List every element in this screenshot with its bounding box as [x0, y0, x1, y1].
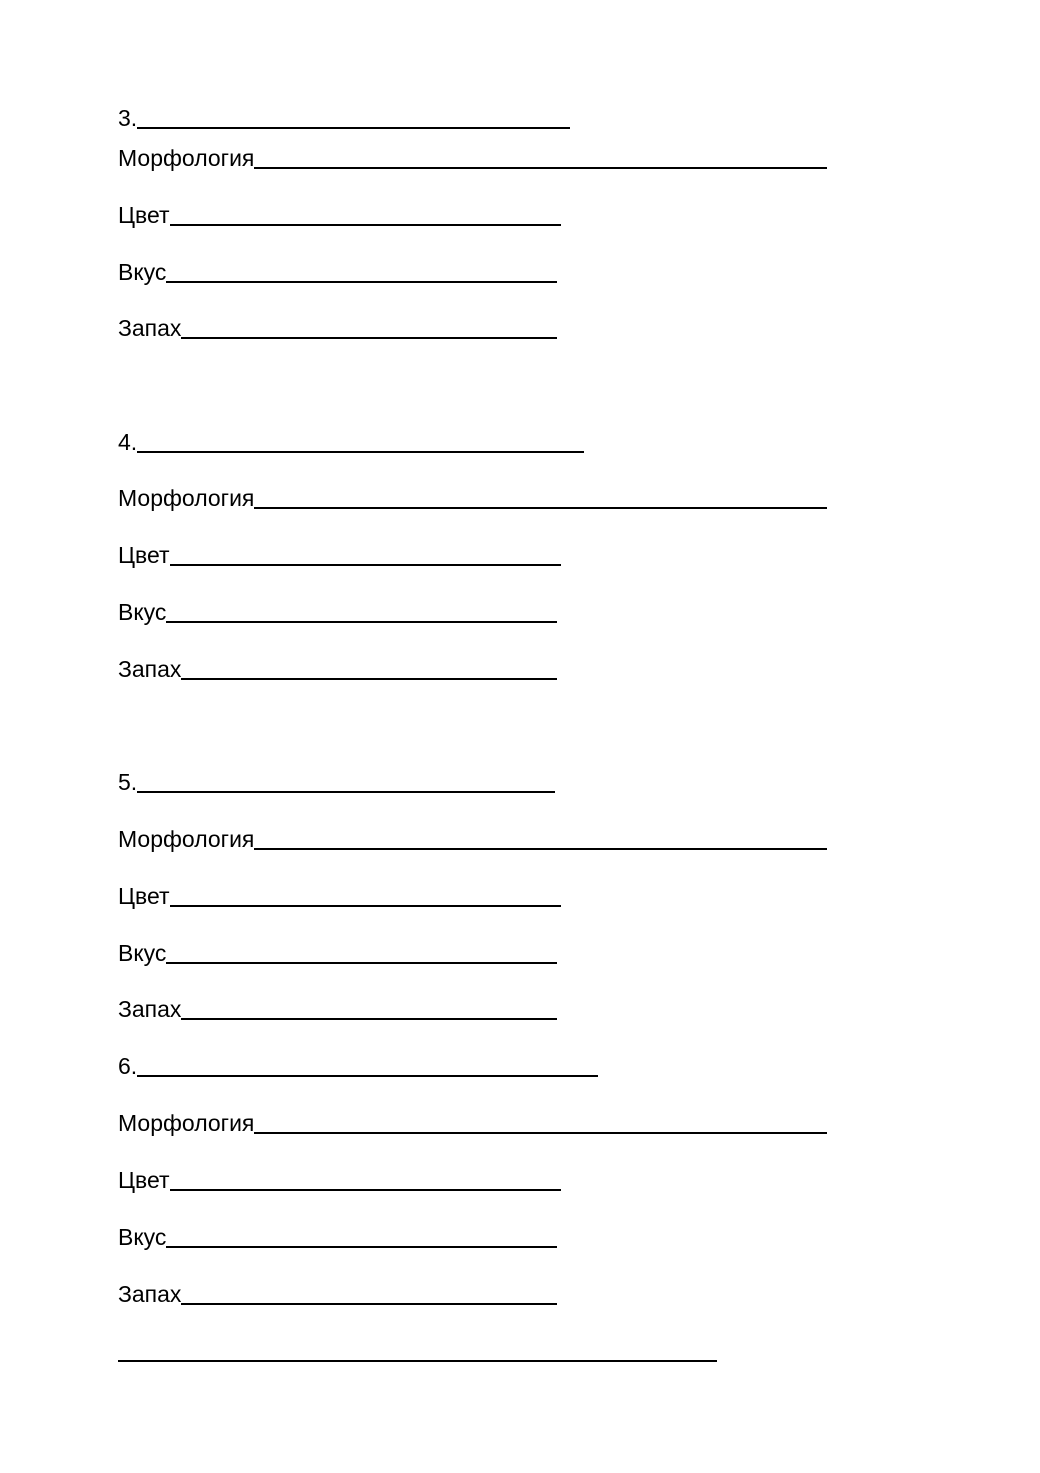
smell-blank[interactable] [181, 313, 557, 339]
morphology-blank[interactable] [254, 143, 827, 169]
color-blank[interactable] [170, 200, 561, 226]
color-blank[interactable] [170, 881, 561, 907]
section-6-heading [118, 1050, 598, 1080]
section-5-smell-row [118, 993, 557, 1023]
name-blank[interactable] [137, 1051, 598, 1077]
color-label: Цвет [118, 883, 170, 909]
section-6-color-row [118, 1164, 561, 1194]
taste-blank[interactable] [166, 938, 557, 964]
taste-blank[interactable] [166, 597, 557, 623]
name-blank[interactable] [137, 427, 584, 453]
section-5-color-row [118, 880, 561, 910]
section-4-color-row [118, 539, 561, 569]
smell-label: Запах [118, 315, 182, 341]
section-5-morphology-row [118, 823, 827, 853]
section-number: 5. [118, 769, 138, 795]
section-6-smell-row [118, 1278, 557, 1308]
smell-blank[interactable] [181, 1279, 557, 1305]
morphology-blank[interactable] [254, 824, 827, 850]
smell-label: Запах [118, 1281, 182, 1307]
section-4-smell-row [118, 653, 557, 683]
color-label: Цвет [118, 202, 170, 228]
name-blank[interactable] [137, 103, 570, 129]
section-4-taste-row [118, 596, 557, 626]
taste-label: Вкус [118, 599, 167, 625]
section-5-taste-row [118, 937, 557, 967]
morphology-label: Морфология [118, 145, 255, 171]
section-number: 4. [118, 429, 138, 455]
section-4-heading [118, 426, 584, 456]
section-3-heading [118, 102, 570, 132]
color-blank[interactable] [170, 540, 561, 566]
morphology-blank[interactable] [254, 1108, 827, 1134]
morphology-blank[interactable] [254, 483, 827, 509]
final-row [118, 1335, 717, 1365]
section-4-morphology-row [118, 482, 827, 512]
smell-label: Запах [118, 996, 182, 1022]
taste-label: Вкус [118, 1224, 167, 1250]
color-blank[interactable] [170, 1165, 561, 1191]
section-3-smell-row [118, 312, 557, 342]
final-blank[interactable] [118, 1336, 717, 1362]
section-5-heading [118, 766, 555, 796]
taste-label: Вкус [118, 940, 167, 966]
section-3-morphology-row [118, 142, 827, 172]
morphology-label: Морфология [118, 1110, 255, 1136]
section-6-taste-row [118, 1221, 557, 1251]
section-number: 6. [118, 1053, 138, 1079]
morphology-label: Морфология [118, 485, 255, 511]
section-number: 3. [118, 105, 138, 131]
name-blank[interactable] [137, 767, 555, 793]
section-3-color-row [118, 199, 561, 229]
smell-blank[interactable] [181, 994, 557, 1020]
morphology-label: Морфология [118, 826, 255, 852]
section-6-morphology-row [118, 1107, 827, 1137]
taste-blank[interactable] [166, 1222, 557, 1248]
taste-label: Вкус [118, 259, 167, 285]
section-3-taste-row [118, 256, 557, 286]
color-label: Цвет [118, 542, 170, 568]
color-label: Цвет [118, 1167, 170, 1193]
smell-blank[interactable] [181, 654, 557, 680]
smell-label: Запах [118, 656, 182, 682]
taste-blank[interactable] [166, 257, 557, 283]
